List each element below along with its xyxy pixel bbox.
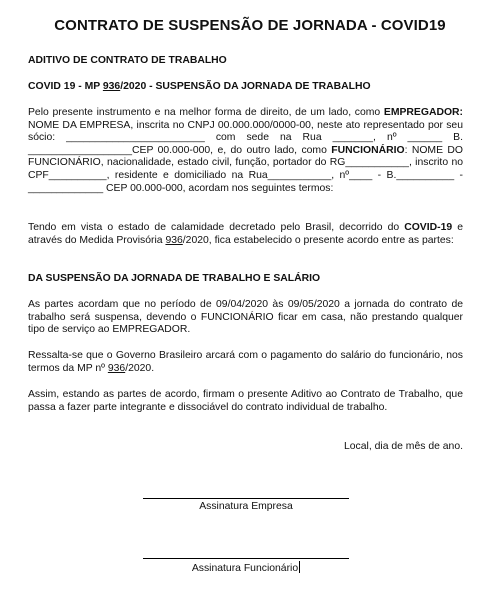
clause-2-text-2: /2020.: [125, 362, 155, 374]
place-date: Local, dia de mês de ano.: [344, 441, 463, 452]
mp-number-link[interactable]: 936: [107, 362, 126, 374]
mp-number-link[interactable]: 936: [102, 81, 121, 92]
clause-government-payment: [28, 350, 463, 375]
mp-number-link[interactable]: 936: [165, 234, 183, 246]
clause-suspension: As partes acordam que no período de 09/04/2020 às 09/05/2020 a jornada do contrato de trabalho será suspensa, devendo o FUNCIONÁRIO ficar em casa, não prestando qualquer tipo de serviço ao EMPREGADOR.: [28, 299, 463, 336]
parties-text-2: NOME DA EMPRESA, inscrita no CNPJ 00.000.000/0000-00, neste ato representado por seu sócio: ________________________ com sede na Rua _______, nº ______ B. __________________CEP 00.000-000, e, do outro lado, como: [28, 119, 463, 156]
considering-text-3: /2020, fica estabelecido o presente acordo entre as partes:: [182, 234, 454, 246]
parties-paragraph: [28, 107, 463, 195]
mp-heading: [28, 81, 463, 94]
document-title: CONTRATO DE SUSPENSÃO DE JORNADA - COVID19: [54, 17, 446, 34]
parties-text-1: Pelo presente instrumento e na melhor forma de direito, de um lado, como: [28, 107, 384, 118]
parties-text-3: : NOME DO FUNCIONÁRIO, nacionalidade, estado civil, função, portador do RG___________, inscrito no CPF__________, residente e domiciliado na Rua___________, nº____ - B.__________ - _____________ CEP 00.000-000, acordam nos seguintes termos:: [28, 144, 463, 194]
mp-heading-pre: COVID 19 - MP: [28, 81, 103, 92]
clause-agreement: Assim, estando as partes de acordo, firmam o presente Aditivo ao Contrato de Trabalho, que passa a fazer parte integrante e dissociável do contrato individual de trabalho.: [28, 389, 463, 413]
covid-label: COVID-19: [404, 222, 453, 233]
company-signature-label: Assinatura Empresa: [199, 501, 293, 512]
clause-2-text-1: Ressalta-se que o Governo Brasileiro arcará com o pagamento do salário do funcionário, nos termos da MP nº: [28, 350, 463, 374]
employer-label: EMPREGADOR:: [383, 107, 463, 118]
employee-signature-line: [143, 558, 349, 559]
employee-label: FUNCIONÁRIO: [331, 144, 405, 156]
mp-heading-post: /2020 - SUSPENSÃO DA JORNADA DE TRABALHO: [120, 81, 371, 92]
considering-text-2: e através do Medida Provisória: [28, 222, 464, 246]
company-signature-line: [143, 498, 349, 499]
considering-text-1: Tendo em vista o estado de calamidade decretado pelo Brasil, decorrido do: [28, 222, 405, 233]
section-heading: DA SUSPENSÃO DA JORNADA DE TRABALHO E SALÁRIO: [28, 273, 321, 284]
text-cursor: [299, 561, 300, 573]
employee-signature-block[interactable]: [143, 561, 349, 574]
employee-signature-label: Assinatura Funcionário: [191, 563, 299, 574]
considering-paragraph: [28, 222, 463, 247]
amendment-subtitle: ADITIVO DE CONTRATO DE TRABALHO: [28, 55, 227, 66]
